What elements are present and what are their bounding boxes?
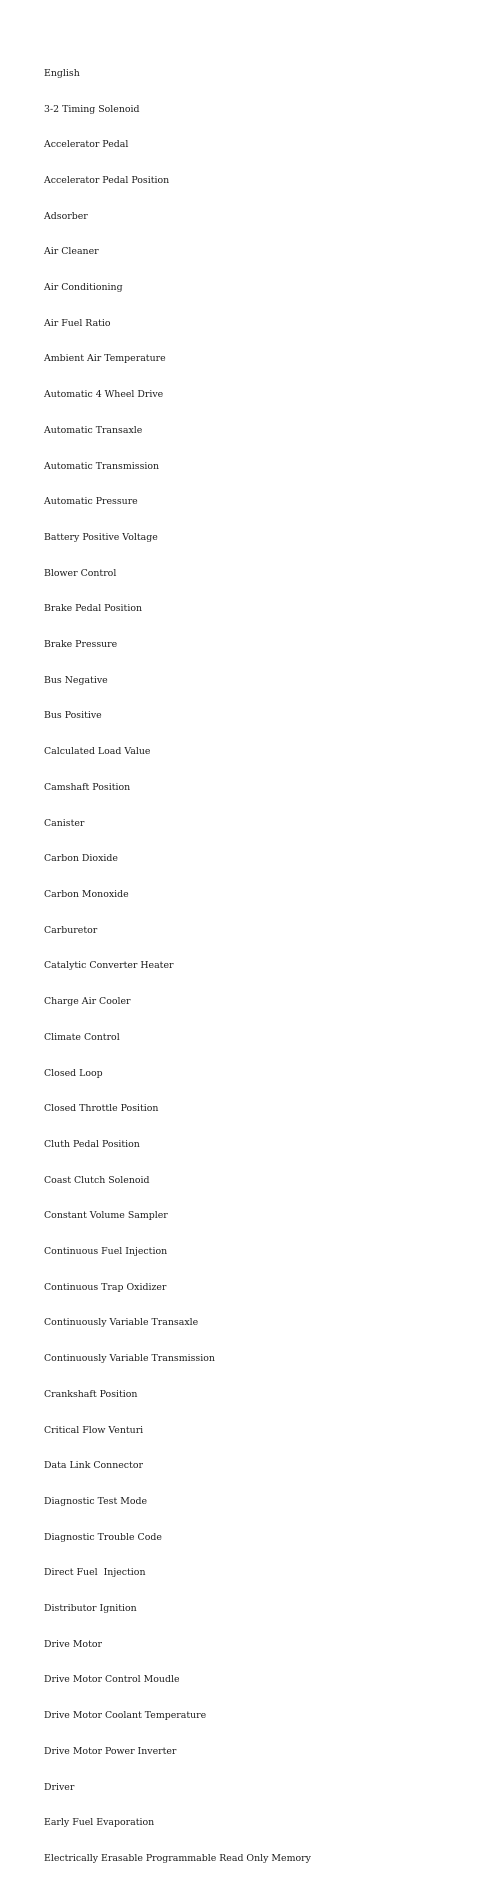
list-item: Adsorber xyxy=(44,210,88,222)
list-item: Drive Motor xyxy=(44,1638,102,1650)
list-item: Diagnostic Test Mode xyxy=(44,1495,148,1507)
list-item: Drive Motor Control Moudle xyxy=(44,1674,180,1686)
list-item: Continuously Variable Transmission xyxy=(44,1353,215,1365)
list-item: Continuous Fuel Injection xyxy=(44,1246,168,1258)
list-item: Drive Motor Coolant Temperature xyxy=(44,1710,207,1722)
list-item: Automatic Transaxle xyxy=(44,424,143,436)
list-item: Blower Control xyxy=(44,567,117,579)
list-item: Direct Fuel Injection xyxy=(44,1567,146,1579)
list-item: Crankshaft Position xyxy=(44,1388,138,1400)
list-item: Continuously Variable Transaxle xyxy=(44,1317,199,1329)
list-item: Automatic 4 Wheel Drive xyxy=(44,389,164,401)
list-item: Air Conditioning xyxy=(44,282,123,294)
list-item: Canister xyxy=(44,817,85,829)
list-item: 3-2 Timing Solenoid xyxy=(44,103,140,115)
list-item: Charge Air Cooler xyxy=(44,996,131,1008)
list-item: Distributor Ignition xyxy=(44,1603,137,1615)
list-item: Air Cleaner xyxy=(44,246,99,258)
list-header: English xyxy=(44,67,80,79)
list-item: Early Fuel Evaporation xyxy=(44,1817,155,1829)
list-item: Automatic Transmission xyxy=(44,460,160,472)
list-item: Data Link Connector xyxy=(44,1460,143,1472)
list-item: Bus Negative xyxy=(44,674,108,686)
list-item: Accelerator Pedal Position xyxy=(44,174,170,186)
list-item: Driver xyxy=(44,1781,75,1793)
list-item: Carbon Monoxide xyxy=(44,888,129,900)
list-item: Automatic Pressure xyxy=(44,496,138,508)
list-item: Carbon Dioxide xyxy=(44,853,118,865)
list-item: Climate Control xyxy=(44,1031,120,1043)
list-item: Drive Motor Power Inverter xyxy=(44,1745,177,1757)
list-item: Diagnostic Trouble Code xyxy=(44,1531,162,1543)
list-item: Continuous Trap Oxidizer xyxy=(44,1281,167,1293)
list-item: Ambient Air Temperature xyxy=(44,353,166,365)
list-item: Constant Volume Sampler xyxy=(44,1210,168,1222)
list-item: Calculated Load Value xyxy=(44,746,151,758)
list-item: Catalytic Converter Heater xyxy=(44,960,174,972)
list-item: Closed Throttle Position xyxy=(44,1103,159,1115)
list-item: Critical Flow Venturi xyxy=(44,1424,144,1436)
list-item: Air Fuel Ratio xyxy=(44,317,111,329)
list-item: Closed Loop xyxy=(44,1067,103,1079)
term-list xyxy=(44,44,311,1889)
list-item: Accelerator Pedal xyxy=(44,139,129,151)
list-item: Battery Positive Voltage xyxy=(44,531,158,543)
list-item: Brake Pressure xyxy=(44,639,118,651)
list-item: Coast Clutch Solenoid xyxy=(44,1174,150,1186)
list-item: Camshaft Position xyxy=(44,781,131,793)
list-item: Brake Pedal Position xyxy=(44,603,143,615)
list-item: Electrically Erasable Programmable Read Only Memory xyxy=(44,1852,311,1864)
list-item: Bus Positive xyxy=(44,710,102,722)
list-item: Cluth Pedal Position xyxy=(44,1138,140,1150)
list-item: Carburetor xyxy=(44,924,98,936)
